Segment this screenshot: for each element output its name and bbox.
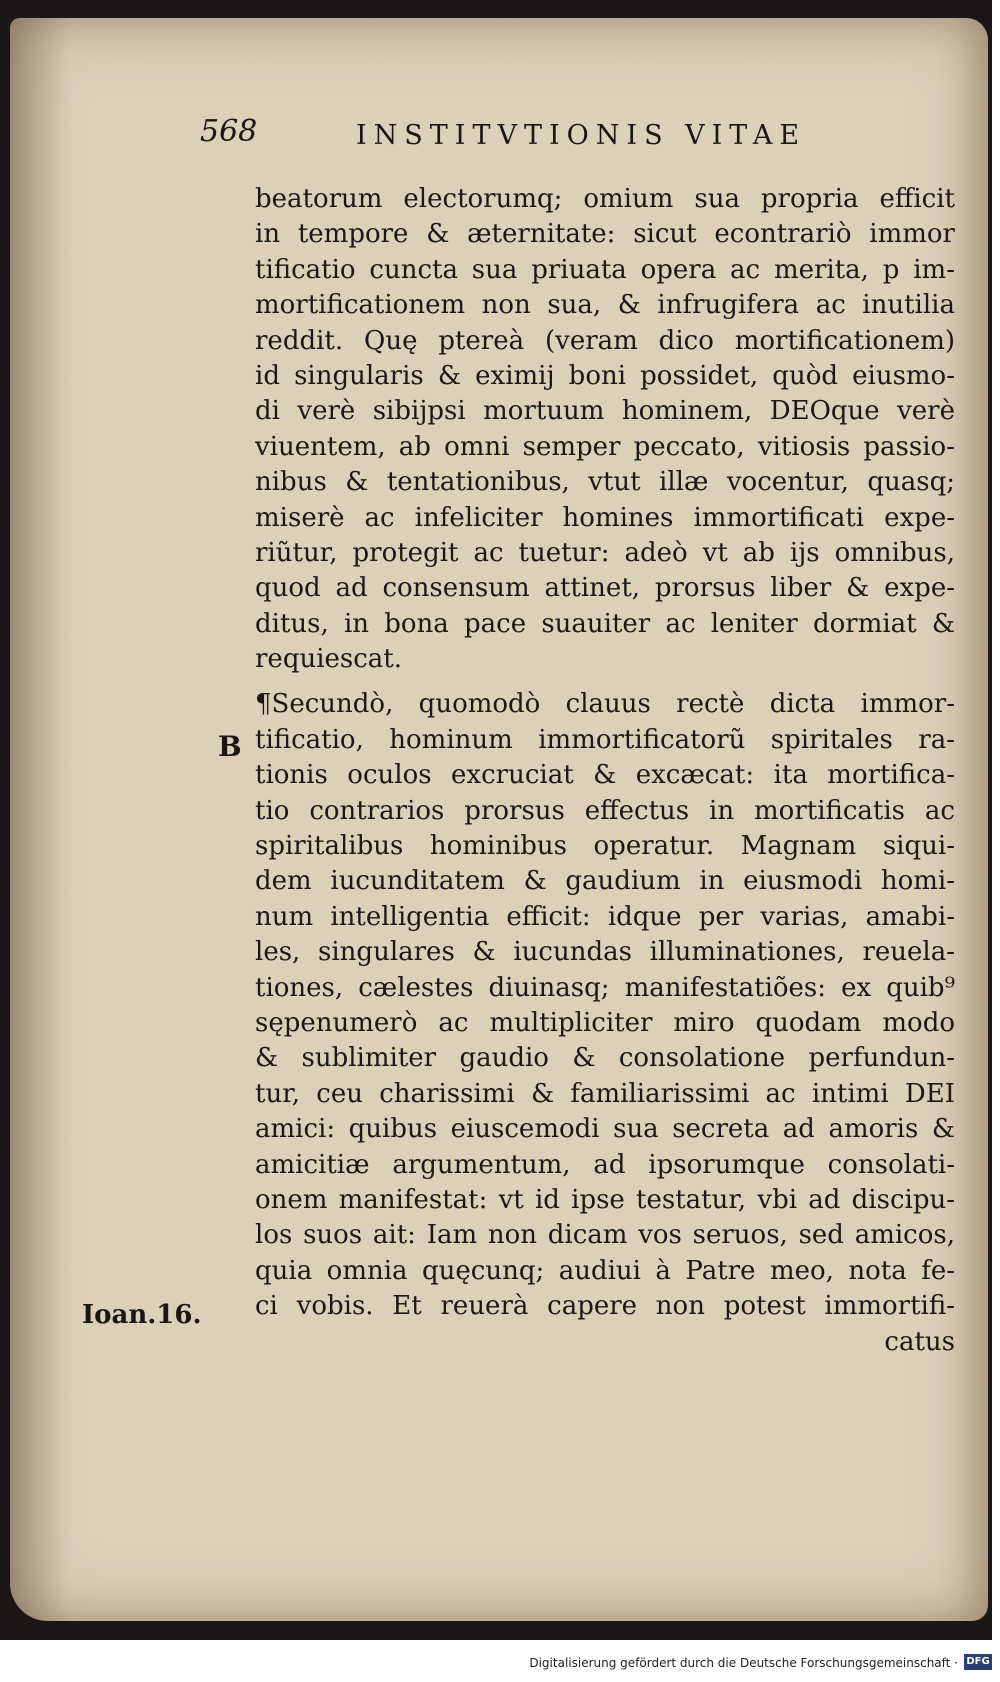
scan-edge — [992, 0, 1000, 1640]
text-line: amici: quibus eiuscemodi sua secreta ad amoris & — [255, 1114, 955, 1145]
folio-number: 568 — [200, 114, 258, 149]
digitization-footer — [0, 1640, 1000, 1682]
marginal-section-letter: B — [218, 730, 242, 763]
text-line: onem manifestat: vt id ipse testatur, vbi ad discipu- — [255, 1184, 955, 1215]
running-head: INSTITVTIONIS VITAE — [356, 120, 807, 151]
text-line: & sublimiter gaudio & consolatione perfundun- — [255, 1043, 955, 1074]
text-line: ¶Secundò, quomodò clauus rectè dicta immor- — [255, 689, 955, 720]
funding-note: Digitalisierung gefördert durch die Deutsche Forschungsgemeinschaft · — [529, 1656, 958, 1670]
text-line: requiescat. — [255, 644, 403, 675]
text-line: tio contrarios prorsus effectus in mortificatis ac — [255, 795, 955, 826]
text-line: ditus, in bona pace suauiter ac leniter dormiat & — [255, 608, 955, 639]
text-line: spiritalibus hominibus operatur. Magnam siqui- — [255, 831, 955, 862]
text-line: reddit. Quę ptereà (veram dico mortificationem) — [255, 325, 955, 356]
text-line: quia omnia quęcunq; audiui à Patre meo, nota fe- — [255, 1255, 955, 1286]
text-line: num intelligentia efficit: idque per varias, amabi- — [255, 901, 955, 932]
text-line: id singularis & eximij boni possidet, quòd eiusmo- — [255, 360, 955, 391]
text-line: di verè sibijpsi mortuum hominem, DEOque verè — [255, 396, 955, 427]
text-line: amicitiæ argumentum, ad ipsorumque consolati- — [255, 1149, 955, 1180]
text-line: los suos ait: Iam non dicam vos seruos, sed amicos, — [255, 1220, 955, 1251]
catchword: catus — [884, 1326, 955, 1357]
text-line: les, singulares & iucundas illuminationes, reuela- — [255, 937, 955, 968]
text-line: viuentem, ab omni semper peccato, vitiosis passio- — [255, 431, 955, 462]
text-line: in tempore & æternitate: sicut econtrariò immor — [255, 219, 955, 250]
text-line: dem iucunditatem & gaudium in eiusmodi homi- — [255, 866, 955, 897]
paragraph-gap — [255, 677, 955, 687]
text-line: beatorum electorumq; omium sua propria efficit — [255, 184, 955, 214]
text-line: tionis oculos excruciat & excæcat: ita mortifica- — [255, 760, 955, 791]
text-line: tificatio, hominum immortificatorũ spiritales ra- — [255, 724, 955, 755]
text-line: ci vobis. Et reuerà capere non potest immortifi- — [255, 1291, 955, 1322]
text-line: riũtur, protegit ac tuetur: adeò vt ab ijs omnibus, — [255, 537, 955, 568]
text-line: tificatio cuncta sua priuata opera ac merita, p im- — [255, 254, 955, 285]
text-line: quod ad consensum attinet, prorsus liber & expe- — [255, 573, 955, 604]
gutter-shadow — [10, 18, 70, 1621]
text-line: tiones, cælestes diuinasq; manifestatiões: ex quib⁹ — [255, 972, 955, 1003]
text-line: mortificationem non sua, & infrugifera ac inutilia — [255, 290, 955, 321]
body-text — [255, 182, 955, 1360]
text-line: tur, ceu charissimi & familiarissimi ac intimi DEI — [255, 1078, 955, 1109]
text-line: nibus & tentationibus, vtut illæ vocentur, quasq; — [255, 467, 955, 498]
marginal-bible-reference: Ioan.16. — [82, 1300, 202, 1330]
page-header — [200, 108, 860, 168]
dfg-logo: DFG — [964, 1654, 992, 1670]
text-line: miserè ac infeliciter homines immortificati expe- — [255, 502, 955, 533]
text-line: sępenumerò ac multipliciter miro quodam modo — [255, 1007, 955, 1038]
